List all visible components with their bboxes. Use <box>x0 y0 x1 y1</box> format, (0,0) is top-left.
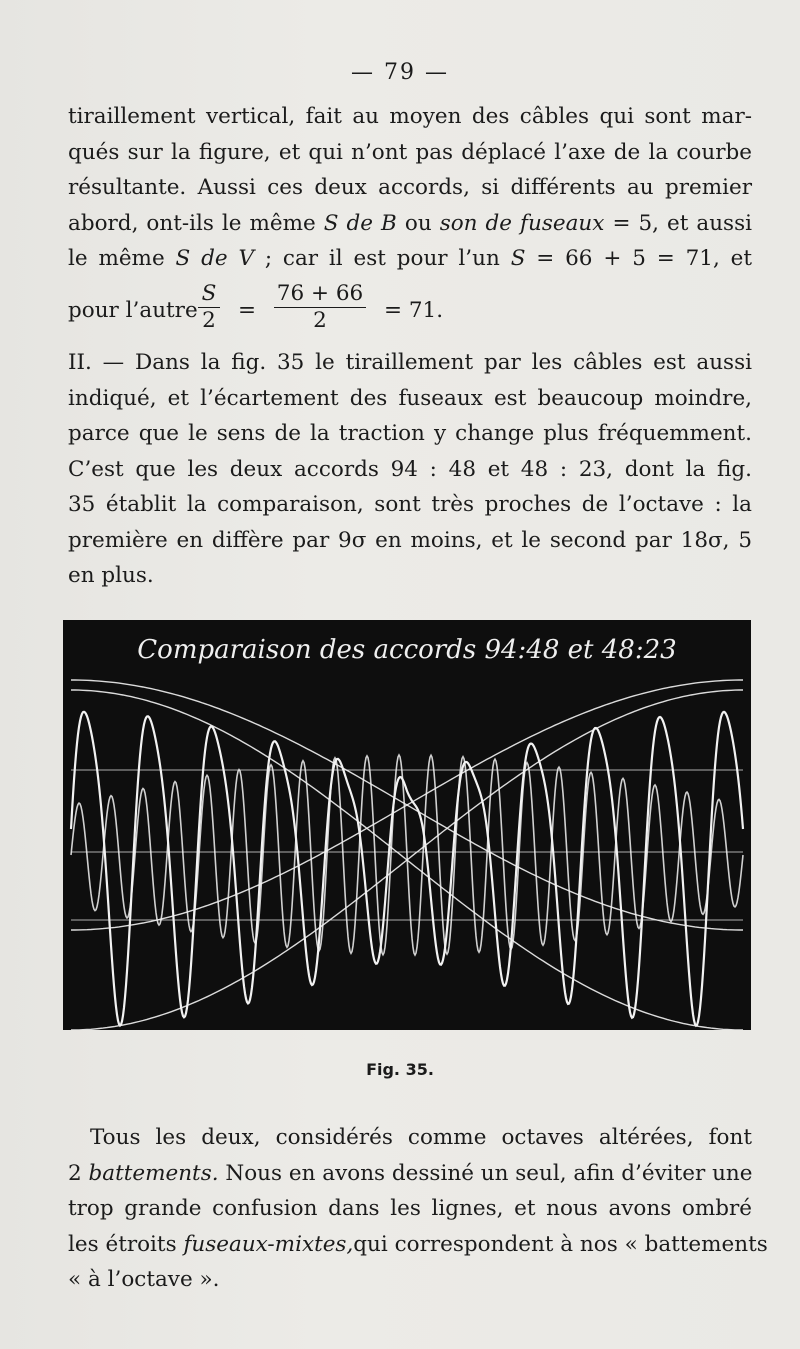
text-run: = 5, et aussi <box>604 210 753 236</box>
text-line: première en diffère par 9σ en moins, et le second par 18σ, 5 <box>68 527 752 553</box>
text-line: Tous les deux, considérés comme octaves altérées, font <box>90 1125 752 1150</box>
equals-sign: = <box>238 298 257 323</box>
text-run: abord, ont-ils le même <box>68 210 324 236</box>
text-line: 35 établit la comparaison, sont très proches de l’octave : la <box>68 492 752 517</box>
text-run: les étroits <box>68 1231 184 1257</box>
text-line: indiqué, et l’écartement des fuseaux est beaucoup moindre, <box>68 385 752 411</box>
paragraph-3 <box>68 1120 768 1298</box>
text-line: en plus. <box>68 563 154 588</box>
equation-result: = 71. <box>384 298 444 323</box>
italic-text: S de V <box>175 246 254 271</box>
equation <box>68 280 568 342</box>
text-run: = 66 + 5 = 71, et <box>525 246 752 271</box>
text-line <box>68 241 752 277</box>
text-line: « à l’octave ». <box>68 1267 220 1292</box>
text-line: C’est que les deux accords 94 : 48 et 48 : 23, dont la fig. <box>68 456 752 482</box>
fraction-s-over-2 <box>198 282 220 334</box>
italic-text: S <box>510 246 526 271</box>
text-line <box>68 1227 768 1263</box>
text-line: parce que le sens de la traction y change plus fréquemment. <box>68 421 752 446</box>
fraction-numerator: S <box>198 282 220 308</box>
figure-caption: Fig. 35. <box>366 1060 434 1079</box>
italic-text: battements. <box>88 1160 219 1186</box>
italic-text: S de B <box>323 210 397 236</box>
italic-text: fuseaux-mixtes, <box>183 1231 354 1257</box>
figure-35-plate <box>63 620 751 1030</box>
text-line: II. — Dans la fig. 35 le tiraillement par les câbles est aussi <box>68 350 752 375</box>
paragraph-1 <box>68 99 752 277</box>
page-number: — 79 — <box>351 60 449 85</box>
text-run: le même <box>68 246 176 271</box>
equation-label: pour l’autre <box>68 298 198 323</box>
text-line: trop grande confusion dans les lignes, et nous avons ombré <box>68 1196 752 1221</box>
fraction-sum-over-2 <box>274 282 366 334</box>
text-run: 2 <box>68 1160 89 1186</box>
fraction-denominator: 2 <box>313 308 327 333</box>
text-line: qués sur la figure, et qui n’ont pas déplacé l’axe de la courbe <box>68 139 752 165</box>
text-line: tiraillement vertical, fait au moyen des câbles qui sont mar- <box>68 104 752 129</box>
fraction-denominator: 2 <box>202 308 216 333</box>
text-run: qui correspondent à nos « battements <box>353 1231 768 1257</box>
text-line: résultante. Aussi ces deux accords, si différents au premier <box>68 175 752 200</box>
text-line <box>68 1156 752 1192</box>
text-run: ou <box>396 210 440 236</box>
text-line <box>68 206 752 242</box>
text-run: Nous en avons dessiné un seul, afin d’éviter une <box>218 1160 753 1186</box>
italic-text: son de fuseaux <box>439 210 605 236</box>
paragraph-2 <box>68 345 752 594</box>
figure-title: Comparaison des accords 94:48 et 48:23 <box>137 635 677 665</box>
fraction-numerator: 76 + 66 <box>274 282 366 308</box>
text-run: ; car il est pour l’un <box>253 246 511 271</box>
waveform-illustration <box>63 620 751 1030</box>
